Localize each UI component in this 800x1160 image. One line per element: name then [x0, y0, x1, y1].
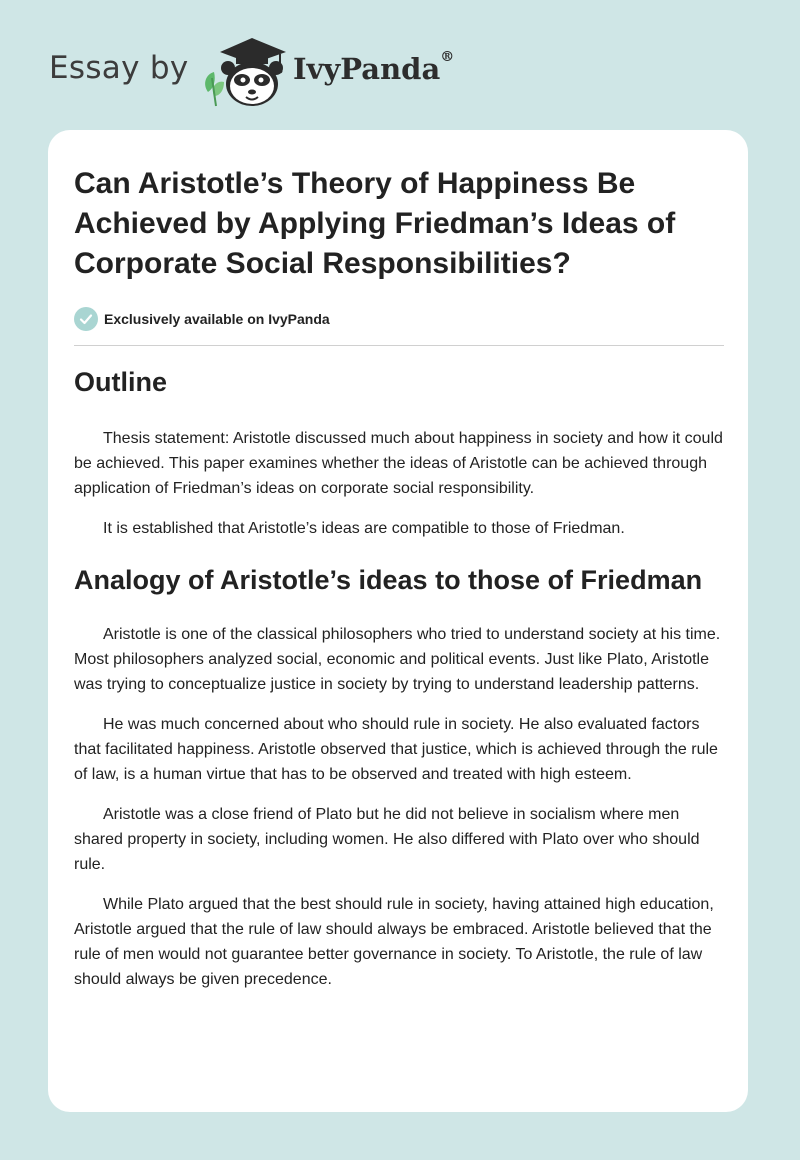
paragraph: Thesis statement: Aristotle discussed much about happiness in society and how it could be achieved. This paper examines whether the ideas of Aristotle can be achieved through application of Friedman’s ideas on corporate social responsibility.	[74, 430, 723, 497]
essay-card	[48, 130, 748, 1112]
site-header	[0, 0, 800, 130]
exclusive-badge	[74, 306, 330, 332]
section-heading: Analogy of Aristotle’s ideas to those of Friedman	[74, 565, 703, 595]
paragraph: While Plato argued that the best should rule in society, having attained high education, Aristotle argued that the rule of law should always be embraced. Aristotle believed that the rule of men would not guarantee better governance in society. To Aristotle, the rule of law should always be given precedence.	[74, 896, 714, 988]
paragraph: It is established that Aristotle’s ideas are compatible to those of Friedman.	[103, 520, 625, 537]
trademark-symbol: ®	[440, 49, 455, 65]
check-icon	[74, 307, 98, 331]
section-heading: Outline	[74, 367, 167, 397]
brand-text: IvyPanda	[293, 52, 441, 86]
exclusive-label: Exclusively available on IvyPanda	[104, 311, 330, 327]
essay-body	[74, 362, 724, 992]
paragraph: He was much concerned about who should rule in society. He also evaluated factors that facilitated happiness. Aristotle observed that justice, which is achieved through the rule of law, is a human virtue that has to be observed and treated with high esteem.	[74, 716, 718, 783]
ivy-leaf-icon	[205, 72, 224, 106]
paragraph: Aristotle is one of the classical philosophers who tried to understand society at his time. Most philosophers analyzed social, economic and political events. Just like Plato, Aristotle was trying to conceptualize justice in society by trying to understand leadership patterns.	[74, 626, 721, 693]
ivypanda-brand-name[interactable]	[293, 49, 455, 86]
paragraph: Aristotle was a close friend of Plato but he did not believe in socialism where men shared property in society, including women. He also differed with Plato over who should rule.	[74, 806, 700, 873]
divider	[74, 345, 724, 346]
panda-graduate-logo-icon[interactable]	[200, 34, 290, 109]
essay-by-label: Essay by	[49, 50, 189, 86]
essay-title: Can Aristotle’s Theory of Happiness Be Achieved by Applying Friedman’s Ideas of Corporate Social Responsibilities?	[74, 167, 676, 280]
